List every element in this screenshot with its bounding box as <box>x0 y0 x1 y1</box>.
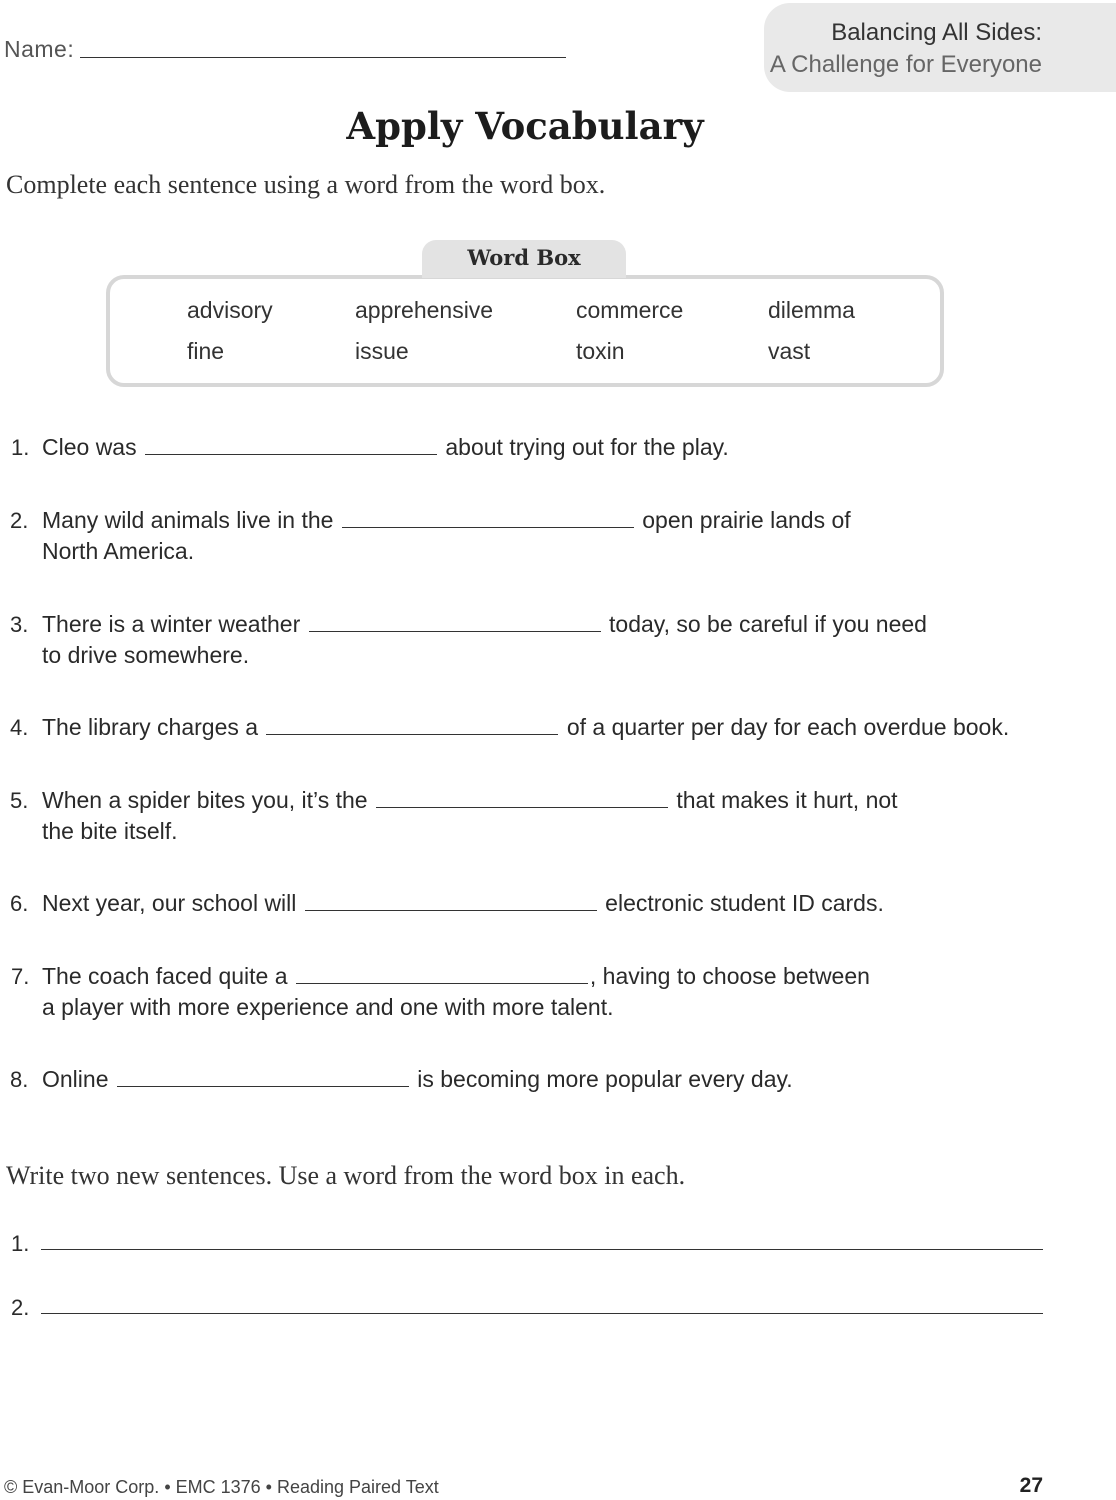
word-commerce: commerce <box>576 297 684 323</box>
question-text-after: today, so be careful if you need <box>609 611 927 637</box>
question-1 <box>42 434 729 461</box>
question-number: 8. <box>10 1067 29 1092</box>
question-number: 5. <box>10 788 29 813</box>
word-issue: issue <box>355 338 409 364</box>
answer-blank[interactable] <box>342 509 634 528</box>
question-text-after: , having to choose between <box>589 963 870 989</box>
name-label: Name: <box>4 36 75 62</box>
instruction-complete: Complete each sentence using a word from the word box. <box>6 170 606 199</box>
word-dilemma: dilemma <box>768 297 855 323</box>
question-text-after: of a quarter per day for each overdue book. <box>566 714 1010 740</box>
question-number: 3. <box>10 612 29 637</box>
question-5 <box>42 787 898 814</box>
question-4 <box>42 714 1009 741</box>
writing-line[interactable] <box>41 1249 1043 1250</box>
question-8 <box>42 1066 793 1093</box>
question-text-after: open prairie lands of <box>642 507 851 533</box>
question-text-after: about trying out for the play. <box>445 434 729 460</box>
answer-blank[interactable] <box>305 892 597 911</box>
series-title: Balancing All Sides: <box>831 19 1042 46</box>
question-7 <box>42 963 870 990</box>
writing-line-number: 2. <box>11 1295 30 1320</box>
question-text-before: Many wild animals live in the <box>42 507 334 533</box>
instruction-write: Write two new sentences. Use a word from the word box in each. <box>6 1161 686 1190</box>
page-number: 27 <box>1019 1474 1043 1497</box>
word-apprehensive: apprehensive <box>355 297 494 323</box>
series-subtitle: A Challenge for Everyone <box>769 51 1042 78</box>
question-continuation: North America. <box>42 538 195 564</box>
question-text-before: Cleo was <box>42 434 137 460</box>
word-fine: fine <box>187 338 225 364</box>
name-write-line[interactable] <box>80 57 566 58</box>
writing-line[interactable] <box>41 1313 1043 1314</box>
question-3 <box>42 611 927 638</box>
question-text-after: that makes it hurt, not <box>676 787 898 813</box>
word-box-label: Word Box <box>422 240 626 278</box>
question-continuation: to drive somewhere. <box>42 642 250 668</box>
page-title: Apply Vocabulary <box>346 104 704 148</box>
answer-blank[interactable] <box>266 716 558 735</box>
word-vast: vast <box>768 338 811 364</box>
answer-blank[interactable] <box>145 436 437 455</box>
question-text-before: The library charges a <box>42 714 259 740</box>
question-text-before: There is a winter weather <box>42 611 301 637</box>
word-box <box>106 275 944 387</box>
question-number: 2. <box>10 508 29 533</box>
question-number: 4. <box>10 715 29 740</box>
question-continuation: the bite itself. <box>42 818 178 844</box>
question-continuation: a player with more experience and one with more talent. <box>42 994 614 1020</box>
question-text-after: is becoming more popular every day. <box>417 1066 793 1092</box>
writing-line-number: 1. <box>11 1231 30 1256</box>
question-6 <box>42 890 884 917</box>
question-text-before: Next year, our school will <box>42 890 297 916</box>
answer-blank[interactable] <box>376 789 668 808</box>
question-text-before: Online <box>42 1066 109 1092</box>
question-text-after: electronic student ID cards. <box>605 890 884 916</box>
question-number: 1. <box>11 435 30 460</box>
question-number: 6. <box>10 891 29 916</box>
question-number: 7. <box>11 964 30 989</box>
answer-blank[interactable] <box>117 1068 409 1087</box>
word-advisory: advisory <box>187 297 273 323</box>
question-text-before: When a spider bites you, it’s the <box>42 787 368 813</box>
answer-blank[interactable] <box>296 965 588 984</box>
word-toxin: toxin <box>576 338 625 364</box>
footer-credit: © Evan-Moor Corp. • EMC 1376 • Reading Paired Text <box>4 1477 439 1497</box>
series-title-tab <box>764 3 1116 92</box>
question-text-before: The coach faced quite a <box>42 963 288 989</box>
question-2 <box>42 507 851 534</box>
answer-blank[interactable] <box>309 613 601 632</box>
